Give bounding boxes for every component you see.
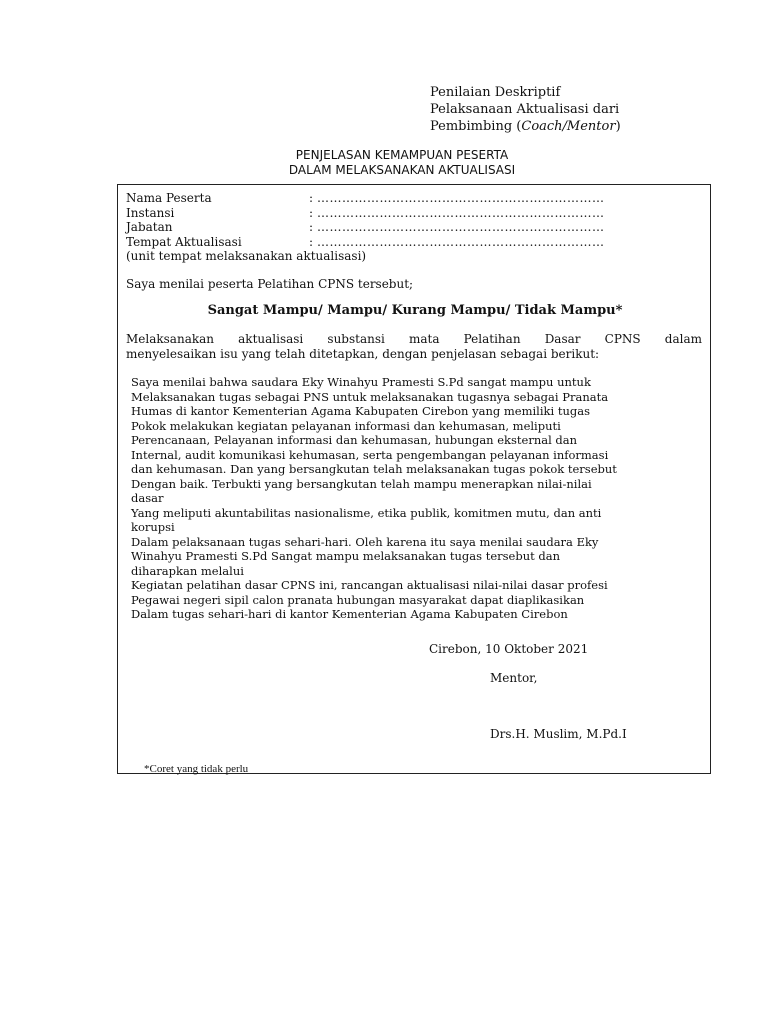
- field-jabatan: [126, 220, 605, 235]
- assessment-line: dan kehumasan. Dan yang bersangkutan telah melaksanakan tugas pokok tersebut: [131, 462, 617, 476]
- field-blank: ……………………………………………………………: [317, 191, 605, 205]
- header-line-2: Pelaksanaan Aktualisasi dari: [430, 102, 620, 117]
- assessment-line: Dalam pelaksanaan tugas sehari-hari. Oleh karena itu saya menilai saudara Eky: [131, 534, 599, 549]
- assessment-text: [131, 375, 617, 622]
- field-tempat-aktualisasi: [126, 235, 605, 250]
- assessment-line: korupsi: [131, 520, 175, 534]
- assessment-line: Yang meliputi akuntabilitas nasionalisme, etika publik, komitmen mutu, dan anti: [131, 505, 602, 520]
- paragraph-line-2: menyelesaikan isu yang telah ditetapkan, dengan penjelasan sebagai berikut:: [126, 346, 600, 361]
- assessment-line: Dengan baik. Terbukti yang bersangkutan telah mampu menerapkan nilai-nilai: [131, 476, 592, 491]
- field-label: Nama Peserta: [126, 191, 212, 205]
- assessment-form-box: [117, 184, 711, 774]
- assessment-line: Winahyu Pramesti S.Pd Sangat mampu melaksanakan tugas tersebut dan: [131, 549, 561, 563]
- field-separator: :: [309, 205, 314, 220]
- field-label: Jabatan: [126, 220, 173, 234]
- field-label: Instansi: [126, 205, 175, 220]
- paragraph-line-1: Melaksanakan aktualisasi substansi mata Pelatihan Dasar CPNS dalam: [126, 332, 702, 346]
- assessment-line: Pegawai negeri sipil calon pranata hubungan masyarakat dapat diaplikasikan: [131, 592, 585, 607]
- field-separator: :: [309, 220, 314, 234]
- assessment-line: Perencanaan, Pelayanan informasi dan kehumasan, hubungan eksternal dan: [131, 433, 578, 447]
- assessment-line: Saya menilai bahwa saudara Eky Winahyu Pramesti S.Pd sangat mampu untuk: [131, 375, 591, 389]
- field-blank: ……………………………………………………………: [317, 220, 605, 234]
- field-note: (unit tempat melaksanakan aktualisasi): [126, 249, 367, 263]
- field-instansi: [126, 206, 605, 221]
- place-and-date: Cirebon, 10 Oktober 2021: [429, 642, 589, 656]
- assessment-line: Internal, audit komunikasi kehumasan, serta pengembangan pelayanan informasi: [131, 447, 609, 462]
- footnote: *Coret yang tidak perlu: [144, 763, 249, 775]
- field-separator: :: [309, 191, 314, 205]
- mentor-name: Drs.H. Muslim, M.Pd.I: [490, 727, 627, 741]
- document-title: [0, 148, 768, 178]
- instruction-paragraph: [126, 332, 702, 361]
- field-separator: :: [309, 234, 314, 249]
- identity-fields: [126, 191, 605, 264]
- header-line-3-prefix: Pembimbing (: [430, 119, 522, 134]
- title-line-2: DALAM MELAKSANAKAN AKTUALISASI: [288, 163, 516, 177]
- header-line-3-suffix: ): [615, 119, 621, 134]
- assessment-line: diharapkan melalui: [131, 563, 244, 578]
- rating-options: Sangat Mampu/ Mampu/ Kurang Mampu/ Tidak Mampu*: [207, 303, 623, 318]
- header-line-3-italic: Coach/Mentor: [521, 119, 616, 134]
- assessment-line: Dalam tugas sehari-hari di kantor Kementerian Agama Kabupaten Cirebon: [131, 607, 568, 621]
- assessment-line: Pokok melakukan kegiatan pelayanan informasi dan kehumasan, meliputi: [131, 418, 561, 433]
- intro-statement: Saya menilai peserta Pelatihan CPNS tersebut;: [126, 277, 414, 291]
- mentor-label: Mentor,: [490, 671, 538, 685]
- document-header: [430, 84, 621, 135]
- header-line-3: [430, 118, 621, 135]
- assessment-line: Kegiatan pelatihan dasar CPNS ini, rancangan aktualisasi nilai-nilai dasar profesi: [131, 578, 608, 592]
- title-line-1: PENJELASAN KEMAMPUAN PESERTA: [295, 148, 509, 162]
- field-blank: ……………………………………………………………: [317, 234, 605, 249]
- field-blank: ……………………………………………………………: [317, 205, 605, 220]
- field-nama-peserta: [126, 191, 605, 206]
- assessment-line: dasar: [131, 491, 164, 505]
- assessment-line: Melaksanakan tugas sebagai PNS untuk melaksanakan tugasnya sebagai Pranata: [131, 389, 609, 404]
- field-label: Tempat Aktualisasi: [126, 234, 242, 249]
- assessment-line: Humas di kantor Kementerian Agama Kabupaten Cirebon yang memiliki tugas: [131, 404, 590, 418]
- header-line-1: Penilaian Deskriptif: [430, 85, 561, 100]
